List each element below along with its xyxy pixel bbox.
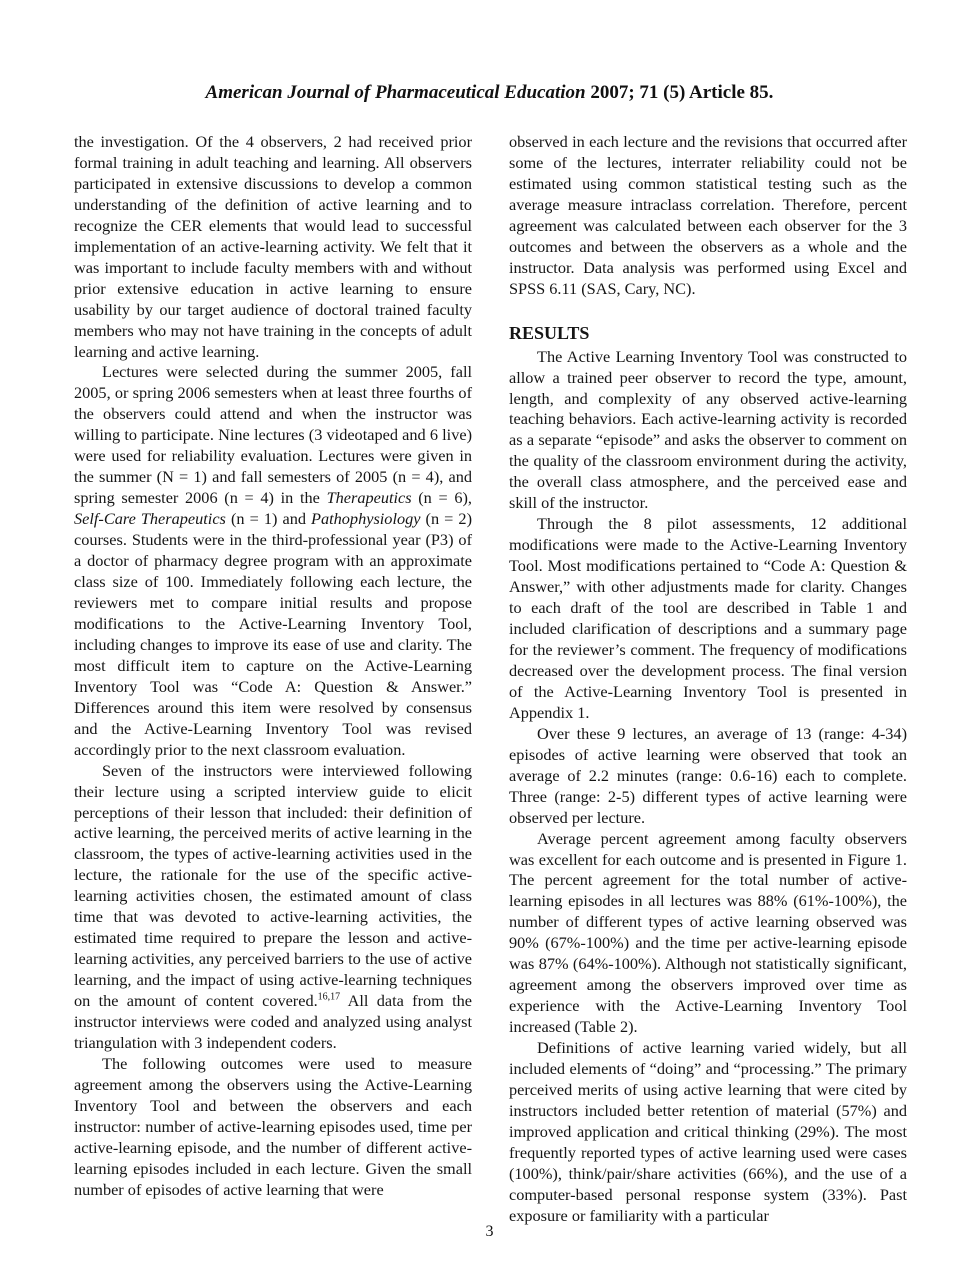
running-header bbox=[0, 82, 979, 104]
course-name-pathophysiology: Pathophysiology bbox=[311, 509, 421, 529]
course-name-self-care: Self-Care Therapeutics bbox=[74, 509, 226, 529]
issue-citation: 2007; 71 (5) Article 85. bbox=[590, 82, 774, 103]
course-name-therapeutics: Therapeutics bbox=[326, 488, 412, 508]
results-heading: RESULTS bbox=[509, 322, 590, 343]
paragraph-outcomes: The following outcomes were used to measure agreement among the observers using the Active-Learning Inventory Tool and between the observers and each instructor: number of active-learning episodes used, time per active-learning episode, and the number of different active-learning episodes included in each lecture. Given the small number of episodes of active learning that were bbox=[74, 1053, 472, 1199]
reference-superscript: 16,17 bbox=[317, 991, 341, 1003]
paragraph-data-analysis: observed in each lecture and the revisions that occurred after some of the lectures, interrater reliability could not be estimated using common statistical testing such as the average measure intraclass correlation. Therefore, percent agreement was calculated between each observer for the 3 outcomes and between the observers as a whole and the instructor. Data analysis was performed using Excel and SPSS 6.11 (SAS, Cary, NC). bbox=[509, 132, 907, 298]
left-column bbox=[74, 132, 472, 1201]
paragraph-percent-agreement: Average percent agreement among faculty observers was excellent for each outcome and is presented in Figure 1. The percent agreement for the total number of active-learning episodes in all lectures was 88% (61%-100%), the number of different types of active learning observed was 90% (67%-100%) and the time per active-learning episode was 87% (64%-100%). Although not statistically significant, agreement among the observers improved over time as experience with the Active-Learning Inventory Tool increased (Table 2). bbox=[509, 828, 907, 1037]
paragraph-instructor-interviews: Seven of the instructors were interviewed following their lecture using a scripted interview guide to elicit perceptions of their lesson that included: their definition of active learning, the perceived merits of active learning in the classroom, the types of active-learning activities used in the lecture, the rationale for the use of the specific active-learning activities chosen, the estimated amount of class time that was devoted to active-learning activities, the estimated time required to prepare the lesson and active-learning activities, any perceived barriers to the use of active learning, and the impact of using active-learning techniques on the amount of content covered.$^{16,17}$ All data from the instructor interviews were coded and analyzed using analyst triangulation with 3 independent coders. bbox=[74, 760, 473, 1052]
journal-name: American Journal of Pharmaceutical Education bbox=[205, 82, 586, 103]
paragraph-lecture-selection: Lectures were selected during the summer 2005, fall 2005, or spring 2006 semesters when at least three fourths of the observers could attend and when the instructor was willing to participate. Nine lectures (3 videotaped and 6 live) were used for reliability evaluation. Lectures were given in the summer (N = 1) and fall semesters of 2005 (n = 4), and spring semester 2006 (n = 4) in the Therapeutics (n = 6), Self-Care Therapeutics (n = 1) and Pathophysiology (n = 2) courses. Students were in the third-professional year (P3) of a doctor of pharmacy degree program with an approximate class size of 100. Immediately following each lecture, the reviewers met to compare initial results and propose modifications to the Active-Learning Inventory Tool, including changes to improve its ease of use and clarity. The most difficult item to capture on the Active-Learning Inventory Tool was “Code A: Question & Answer.” Differences around this item were resolved by consensus and the Active-Learning Inventory Tool was revised accordingly prior to the next classroom evaluation. bbox=[74, 362, 473, 759]
right-column bbox=[509, 132, 907, 1227]
paragraph-definitions: Definitions of active learning varied widely, but all included elements of “doing” and “processing.” The primary perceived merits of using active learning that were cited by instructors included better retention of material (57%) and improved application and critical thinking (29%). The most frequently reported types of active learning used were cases (100%), think/pair/share activities (66%), and the use of a computer-based personal response system (33%). Past exposure or familiarity with a particular bbox=[509, 1038, 907, 1225]
paragraph-observer-training: the investigation. Of the 4 observers, 2 had received prior formal training in adult teaching and learning. All observers participated in extensive discussions to develop a common understanding of the definition of active learning and to recognize the CER elements that would lead to successful implementation of an active-learning activity. We felt that it was important to include faculty members with and without prior extensive education in active learning to ensure usability by our target audience of doctoral trained faculty members who may not have training in the concepts of adult learning and active learning. bbox=[74, 132, 472, 361]
paragraph-episodes-observed: Over these 9 lectures, an average of 13 (range: 4-34) episodes of active learning were observed that took an average of 2.2 minutes (range: 0.6-16) each to complete. Three (range: 2-5) different types of active learning were observed per lecture. bbox=[509, 723, 907, 827]
paragraph-pilot-modifications: Through the 8 pilot assessments, 12 additional modifications were made to the Active-Learning Inventory Tool. Most modifications pertained to “Code A: Question & Answer,” with other adjustments made for clarity. Changes to each draft of the tool are described in Table 1 and included clarification of descriptions and a summary page for the reviewer’s comment. The frequency of modifications decreased over the development process. The final version of the Active-Learning Inventory Tool is presented in Appendix 1. bbox=[509, 514, 907, 722]
paragraph-tool-construction: The Active Learning Inventory Tool was constructed to allow a trained peer observer to record the type, amount, length, and complexity of any observed active-learning teaching behaviors. Each active-learning activity is recorded as a separate “episode” and asks the observer to comment on the quality of the classroom environment during the activity, the overall class atmosphere, and the perceived ease and skill of the instructor. bbox=[509, 346, 907, 513]
page-number: 3 bbox=[485, 1223, 494, 1240]
